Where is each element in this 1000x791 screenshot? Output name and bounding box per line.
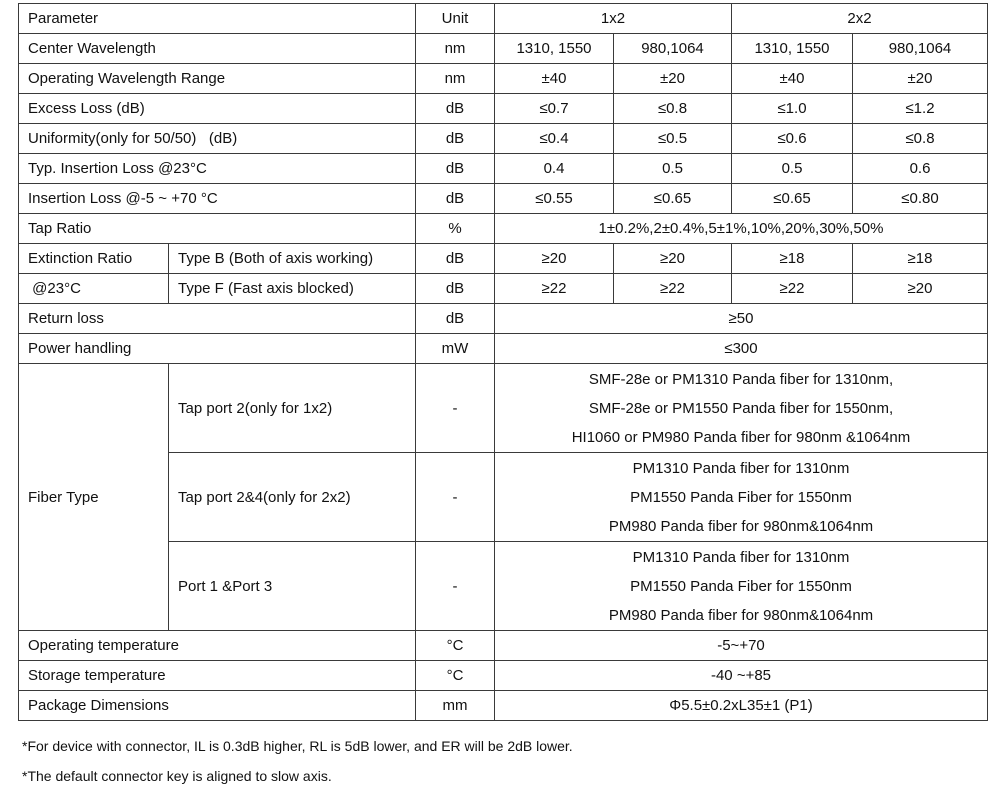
value-cell: Φ5.5±0.2xL35±1 (P1) xyxy=(495,691,988,721)
extinction-ratio-temp-label: @23°C xyxy=(19,274,169,304)
row-unit: - xyxy=(416,364,495,453)
multiline-value-cell xyxy=(495,542,988,631)
row-unit: dB xyxy=(416,154,495,184)
row-unit: dB xyxy=(416,304,495,334)
value-cell: ±40 xyxy=(495,64,614,94)
fiber-line: PM980 Panda fiber for 980nm&1064nm xyxy=(608,517,874,535)
value-cell: ≥20 xyxy=(614,244,732,274)
footnote: *The default connector key is aligned to slow axis. xyxy=(22,768,332,784)
table-row-return-loss xyxy=(19,304,988,334)
fiber-line: SMF-28e or PM1550 Panda fiber for 1550nm, xyxy=(588,399,894,417)
table-row-fiber-tap-port-2 xyxy=(19,364,988,453)
row-label: Typ. Insertion Loss @23°C xyxy=(19,154,416,184)
row-sub-label: Tap port 2&4(only for 2x2) xyxy=(169,453,416,542)
row-label: Center Wavelength xyxy=(19,34,416,64)
table-row-uniformity xyxy=(19,124,988,154)
row-label: Operating temperature xyxy=(19,631,416,661)
value-cell: 980,1064 xyxy=(614,34,732,64)
footnotes xyxy=(22,731,573,791)
row-label: Excess Loss (dB) xyxy=(19,94,416,124)
row-unit: dB xyxy=(416,274,495,304)
value-cell: ±20 xyxy=(614,64,732,94)
value-cell: ≥22 xyxy=(614,274,732,304)
row-label: Power handling xyxy=(19,334,416,364)
value-cell: ≤1.2 xyxy=(853,94,988,124)
table-row-operating-range xyxy=(19,64,988,94)
row-unit: dB xyxy=(416,184,495,214)
value-cell: ≥18 xyxy=(853,244,988,274)
footnote: *For device with connector, IL is 0.3dB higher, RL is 5dB lower, and ER will be 2dB lower. xyxy=(22,738,573,754)
value-cell: -40 ~+85 xyxy=(495,661,988,691)
value-cell: ≤1.0 xyxy=(732,94,853,124)
value-cell: ≤0.65 xyxy=(732,184,853,214)
value-cell: 0.5 xyxy=(732,154,853,184)
value-cell: ≤0.8 xyxy=(853,124,988,154)
spec-table xyxy=(18,3,988,721)
value-cell: 0.6 xyxy=(853,154,988,184)
row-label: Operating Wavelength Range xyxy=(19,64,416,94)
fiber-line: PM1310 Panda fiber for 1310nm xyxy=(632,548,850,566)
row-unit: dB xyxy=(416,124,495,154)
value-cell: ≤300 xyxy=(495,334,988,364)
row-label: Uniformity(only for 50/50) (dB) xyxy=(19,124,416,154)
fiber-line: PM1550 Panda Fiber for 1550nm xyxy=(630,577,852,595)
value-cell: ≤0.6 xyxy=(732,124,853,154)
value-cell: -5~+70 xyxy=(495,631,988,661)
multiline-value-cell xyxy=(495,364,988,453)
fiber-type-label: Fiber Type xyxy=(19,364,169,631)
value-cell: ±20 xyxy=(853,64,988,94)
row-unit: - xyxy=(416,542,495,631)
value-cell: ≤0.55 xyxy=(495,184,614,214)
table-row-operating-temperature xyxy=(19,631,988,661)
row-sub-label: Port 1 &Port 3 xyxy=(169,542,416,631)
row-unit: - xyxy=(416,453,495,542)
table-row-package-dimensions xyxy=(19,691,988,721)
table-row-power-handling xyxy=(19,334,988,364)
value-cell: ≥22 xyxy=(732,274,853,304)
value-cell: 0.5 xyxy=(614,154,732,184)
value-cell: 1310, 1550 xyxy=(732,34,853,64)
table-row-typ-insertion-loss xyxy=(19,154,988,184)
parameter-header: Parameter xyxy=(19,4,416,34)
fiber-line: PM1550 Panda Fiber for 1550nm xyxy=(630,488,852,506)
row-label: Return loss xyxy=(19,304,416,334)
row-unit: dB xyxy=(416,94,495,124)
value-cell: ±40 xyxy=(732,64,853,94)
row-label: Insertion Loss @-5 ~ +70 °C xyxy=(19,184,416,214)
table-row-extinction-type-b xyxy=(19,244,988,274)
value-cell: ≤0.80 xyxy=(853,184,988,214)
value-cell: 1±0.2%,2±0.4%,5±1%,10%,20%,30%,50% xyxy=(495,214,988,244)
fiber-line: PM1310 Panda fiber for 1310nm xyxy=(632,459,850,477)
value-cell: 980,1064 xyxy=(853,34,988,64)
value-cell: ≤0.8 xyxy=(614,94,732,124)
table-row-extinction-type-f xyxy=(19,274,988,304)
multiline-value-cell xyxy=(495,453,988,542)
header-row xyxy=(19,4,988,34)
table-row-center-wavelength xyxy=(19,34,988,64)
value-cell: ≤0.5 xyxy=(614,124,732,154)
value-cell: ≥20 xyxy=(495,244,614,274)
extinction-ratio-label: Extinction Ratio xyxy=(19,244,169,274)
row-unit: % xyxy=(416,214,495,244)
table-row-excess-loss xyxy=(19,94,988,124)
group-2x2-header: 2x2 xyxy=(732,4,988,34)
row-unit: °C xyxy=(416,661,495,691)
value-cell: ≤0.4 xyxy=(495,124,614,154)
value-cell: ≤0.65 xyxy=(614,184,732,214)
row-unit: nm xyxy=(416,34,495,64)
value-cell: ≥20 xyxy=(853,274,988,304)
row-unit: mW xyxy=(416,334,495,364)
group-1x2-header: 1x2 xyxy=(495,4,732,34)
row-label: Tap Ratio xyxy=(19,214,416,244)
unit-header: Unit xyxy=(416,4,495,34)
value-cell: ≥50 xyxy=(495,304,988,334)
fiber-line: PM980 Panda fiber for 980nm&1064nm xyxy=(608,606,874,624)
row-unit: °C xyxy=(416,631,495,661)
row-sub-label: Type F (Fast axis blocked) xyxy=(169,274,416,304)
row-unit: dB xyxy=(416,244,495,274)
row-sub-label: Tap port 2(only for 1x2) xyxy=(169,364,416,453)
value-cell: 0.4 xyxy=(495,154,614,184)
table-row-tap-ratio xyxy=(19,214,988,244)
table-row-insertion-loss xyxy=(19,184,988,214)
row-unit: nm xyxy=(416,64,495,94)
value-cell: ≤0.7 xyxy=(495,94,614,124)
table-row-storage-temperature xyxy=(19,661,988,691)
fiber-line: HI1060 or PM980 Panda fiber for 980nm &1064nm xyxy=(571,428,911,446)
value-cell: ≥18 xyxy=(732,244,853,274)
row-sub-label: Type B (Both of axis working) xyxy=(169,244,416,274)
row-unit: mm xyxy=(416,691,495,721)
value-cell: 1310, 1550 xyxy=(495,34,614,64)
value-cell: ≥22 xyxy=(495,274,614,304)
row-label: Storage temperature xyxy=(19,661,416,691)
row-label: Package Dimensions xyxy=(19,691,416,721)
fiber-line: SMF-28e or PM1310 Panda fiber for 1310nm, xyxy=(588,370,894,388)
